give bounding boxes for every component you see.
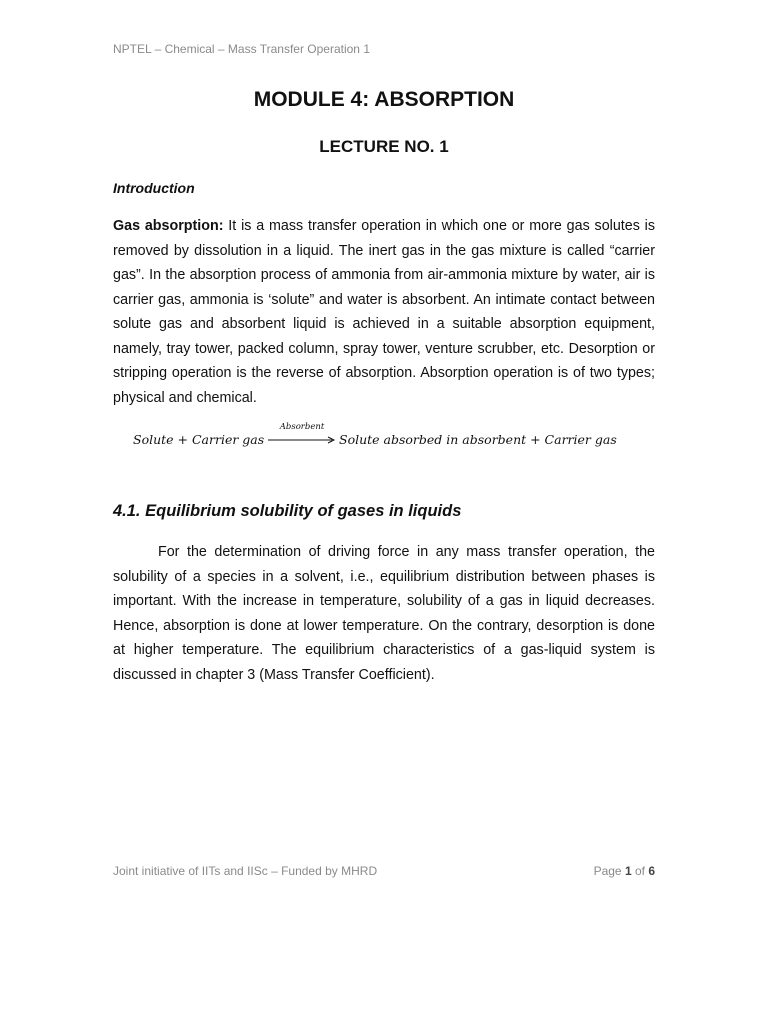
equation-left-side: Solute + Carrier gas xyxy=(133,432,265,447)
gas-absorption-paragraph xyxy=(113,214,655,410)
gas-absorption-text: It is a mass transfer operation in which one or more gas solutes is removed by dissolution in a liquid. The inert gas in the gas mixture is called “carrier gas”. In the absorption process of ammonia from air-ammonia mixture by water, air is carrier gas, ammonia is ‘solute” and water is absorbent. An intimate contact between solute gas and absorbent liquid is achieved in a suitable absorption equipment, namely, tray tower, packed column, spray tower, venture scrubber, etc. Desorption or stripping operation is the reverse of absorption. Absorption operation is of two types; physical and chemical. xyxy=(113,218,655,406)
lecture-title: LECTURE NO. 1 xyxy=(319,137,449,156)
module-title: MODULE 4: ABSORPTION xyxy=(253,88,515,111)
equation-arrow-label: Absorbent xyxy=(279,422,325,432)
page-number xyxy=(594,864,655,878)
equilibrium-solubility-paragraph: For the determination of driving force in any mass transfer operation, the solubility of a species in a solvent, i.e., equilibrium distribution between phases is important. With the increase in temperature, solubility of a gas in liquid decreases. Hence, absorption is done at lower temperature. On the contrary, desorption is done at higher temperature. The equilibrium characteristics of a gas-liquid system is discussed in chapter 3 (Mass Transfer Coefficient). xyxy=(113,544,655,683)
page-label: Page xyxy=(593,864,625,878)
gas-absorption-term: Gas absorption: xyxy=(113,218,224,234)
page-of-label: of xyxy=(631,864,649,878)
absorption-equation xyxy=(133,424,653,454)
right-arrow-icon xyxy=(268,436,336,444)
introduction-heading: Introduction xyxy=(113,180,195,196)
equation-arrow xyxy=(268,424,336,452)
current-page: 1 xyxy=(624,864,632,878)
section-heading: 4.1. Equilibrium solubility of gases in liquids xyxy=(113,502,462,520)
running-header: NPTEL – Chemical – Mass Transfer Operation 1 xyxy=(113,42,370,56)
footer-funding-note: Joint initiative of IITs and IISc – Funded by MHRD xyxy=(113,864,378,878)
total-pages: 6 xyxy=(648,864,655,878)
equation-right-side: Solute absorbed in absorbent + Carrier gas xyxy=(339,432,617,447)
